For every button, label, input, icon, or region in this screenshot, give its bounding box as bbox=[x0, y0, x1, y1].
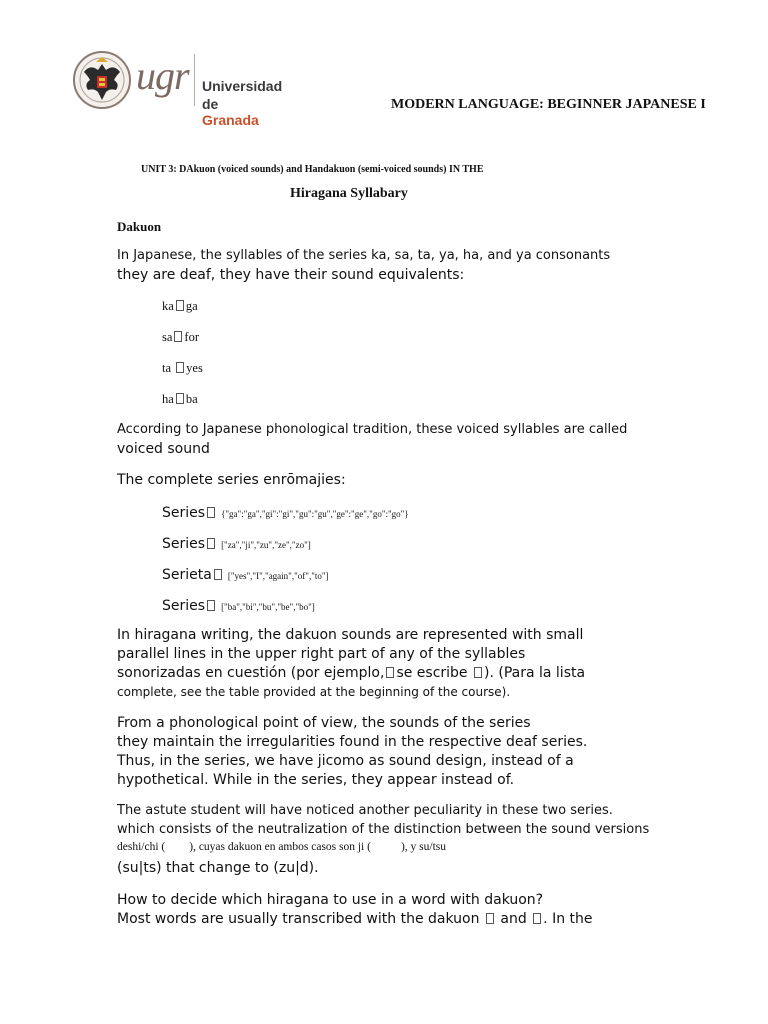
series-values: ["za","ji","zu","ze","zo"] bbox=[221, 540, 311, 550]
astute-line-3b: ), cuyas dakuon en ambos casos son ji ( bbox=[189, 841, 371, 853]
hiragana-line-3c: ). (Para la lista bbox=[484, 665, 586, 681]
pair-right: yes bbox=[186, 361, 203, 375]
decide-line-2a: Most words are usually transcribed with the dakuon bbox=[117, 911, 480, 927]
hiragana-line-3b: se escribe bbox=[396, 665, 468, 681]
complete-series-line: The complete series enrōmajies: bbox=[117, 472, 346, 488]
intro-line-1: In Japanese, the syllables of the series ka, sa, ta, ya, ha, and ya consonants bbox=[117, 248, 611, 263]
series-values: ["yes","I","again","of","to"] bbox=[227, 571, 329, 581]
series-row bbox=[162, 504, 409, 522]
coat-of-arms-icon bbox=[70, 50, 134, 110]
missing-glyph-icon bbox=[486, 913, 494, 924]
hiragana-line-3 bbox=[117, 665, 585, 681]
missing-glyph-icon bbox=[386, 667, 394, 678]
pair-row bbox=[162, 330, 199, 345]
series-label: Serieta bbox=[162, 567, 212, 583]
unit-heading: UNIT 3: DAkuon (voiced sounds) and Handakuon (semi-voiced sounds) IN THE bbox=[141, 164, 484, 175]
pair-left: ta bbox=[162, 361, 172, 375]
astute-line-1: The astute student will have noticed another peculiarity in these two series. bbox=[117, 803, 613, 818]
intro-line-2: they are deaf, they have their sound equivalents: bbox=[117, 267, 465, 283]
section-heading: Dakuon bbox=[117, 219, 162, 234]
series-label: Series bbox=[162, 505, 206, 521]
logo-line-2-red: Granada bbox=[202, 112, 259, 128]
astute-line-3 bbox=[117, 841, 446, 853]
hiragana-line-2: parallel lines in the upper right part of any of the syllables bbox=[117, 646, 526, 662]
hiragana-line-4: complete, see the table provided at the beginning of the course). bbox=[117, 685, 511, 699]
page-title: Hiragana Syllabary bbox=[290, 186, 408, 201]
decide-line-1: How to decide which hiragana to use in a word with dakuon? bbox=[117, 892, 544, 908]
phonology-line-2: they maintain the irregularities found in the respective deaf series. bbox=[117, 734, 588, 750]
hiragana-line-1: In hiragana writing, the dakuon sounds are represented with small bbox=[117, 627, 584, 643]
hiragana-line-3a: sonorizadas en cuestión (por ejemplo, bbox=[117, 665, 385, 681]
pair-right: for bbox=[184, 330, 199, 344]
series-row bbox=[162, 535, 311, 553]
series-row bbox=[162, 566, 329, 584]
missing-glyph-icon bbox=[207, 507, 215, 518]
pair-left: ka bbox=[162, 299, 174, 313]
missing-glyph-icon bbox=[533, 913, 541, 924]
university-logo bbox=[70, 48, 283, 128]
phonology-line-3: Thus, in the series, we have jicomo as sound design, instead of a bbox=[117, 753, 574, 769]
series-values: ["ba","bi","bu","be","bo"] bbox=[221, 602, 315, 612]
astute-line-4: (su|ts) that change to (zu|d). bbox=[117, 860, 319, 876]
tradition-line-2: voiced sound bbox=[117, 441, 210, 457]
missing-glyph-icon bbox=[176, 393, 184, 404]
missing-glyph-icon bbox=[176, 362, 184, 373]
pair-right: ba bbox=[185, 392, 198, 406]
astute-line-3c: ), y su/tsu bbox=[400, 841, 447, 853]
course-title: MODERN LANGUAGE: BEGINNER JAPANESE I bbox=[391, 97, 706, 112]
missing-glyph-icon bbox=[214, 569, 222, 580]
logo-wordmark: ugr bbox=[136, 53, 189, 98]
astute-line-3a: deshi/chi ( bbox=[117, 841, 166, 853]
phonology-line-4: hypothetical. While in the series, they appear instead of. bbox=[117, 772, 515, 788]
pair-row bbox=[162, 361, 203, 376]
decide-line-2c: . In the bbox=[543, 911, 593, 927]
series-label: Series bbox=[162, 536, 206, 552]
logo-line-2 bbox=[202, 96, 272, 128]
decide-line-2 bbox=[117, 911, 593, 927]
missing-glyph-icon bbox=[174, 331, 182, 342]
series-label: Series bbox=[162, 598, 206, 614]
tradition-line-1: According to Japanese phonological tradition, these voiced syllables are called bbox=[117, 422, 628, 437]
phonology-line-1: From a phonological point of view, the sounds of the series bbox=[117, 715, 531, 731]
missing-glyph-icon bbox=[474, 667, 482, 678]
series-values: {"ga":"ga","gi":"gi","gu":"gu","ge":"ge","go":"go"} bbox=[221, 509, 409, 519]
pair-row bbox=[162, 392, 198, 407]
pair-left: sa bbox=[162, 330, 173, 344]
pair-left: ha bbox=[162, 392, 174, 406]
decide-line-2b: and bbox=[500, 911, 527, 927]
missing-glyph-icon bbox=[176, 300, 184, 311]
missing-glyph-icon bbox=[207, 600, 215, 611]
astute-line-2: which consists of the neutralization of the distinction between the sound versions bbox=[117, 822, 650, 837]
logo-line-1: Universidad bbox=[202, 78, 283, 94]
series-row bbox=[162, 597, 315, 615]
pair-right: ga bbox=[185, 299, 198, 313]
pair-row bbox=[162, 299, 198, 314]
logo-divider bbox=[194, 54, 195, 106]
logo-line-2-prefix: de bbox=[202, 96, 219, 112]
missing-glyph-icon bbox=[207, 538, 215, 549]
